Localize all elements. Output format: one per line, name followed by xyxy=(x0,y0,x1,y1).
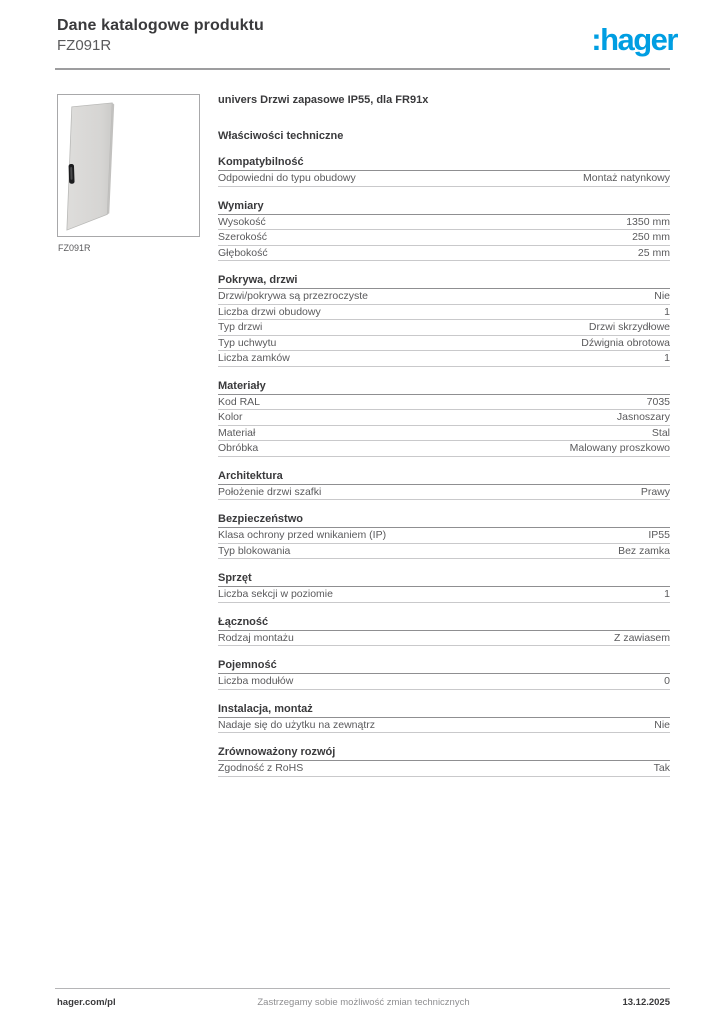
spec-row xyxy=(218,230,670,246)
spec-row xyxy=(218,528,670,544)
spec-value: IP55 xyxy=(648,529,670,541)
spec-row xyxy=(218,426,670,442)
spec-row xyxy=(218,631,670,647)
spec-label: Typ drzwi xyxy=(218,321,263,333)
spec-row xyxy=(218,336,670,352)
spec-label: Typ blokowania xyxy=(218,544,291,557)
spec-label: Liczba zamków xyxy=(218,352,290,364)
spec-section xyxy=(218,572,670,603)
footer-divider xyxy=(55,988,670,989)
door-illustration xyxy=(58,95,199,236)
spec-value: Stal xyxy=(651,426,670,439)
section-heading: Łączność xyxy=(218,616,670,631)
document-title: Dane katalogowe produktu xyxy=(57,17,264,34)
spec-section xyxy=(218,200,670,262)
spec-section xyxy=(218,659,670,690)
spec-row xyxy=(218,351,670,367)
spec-row xyxy=(218,587,670,603)
spec-value: Tak xyxy=(653,762,670,774)
spec-row xyxy=(218,761,670,777)
spec-section xyxy=(218,746,670,777)
footer-date: 13.12.2025 xyxy=(622,997,670,1008)
spec-section xyxy=(218,513,670,559)
spec-row xyxy=(218,441,670,457)
spec-label: Liczba drzwi obudowy xyxy=(218,305,321,318)
section-heading: Kompatybilność xyxy=(218,156,670,171)
spec-value: Montaż natynkowy xyxy=(583,172,670,184)
spec-value: Nie xyxy=(654,718,670,731)
section-heading: Instalacja, montaż xyxy=(218,703,670,718)
spec-label: Drzwi/pokrywa są przezroczyste xyxy=(218,290,368,302)
spec-value: 7035 xyxy=(646,395,670,408)
spec-label: Obróbka xyxy=(218,442,259,454)
spec-label: Kod RAL xyxy=(218,395,261,408)
spec-row xyxy=(218,410,670,426)
spec-value: 25 mm xyxy=(637,246,670,259)
spec-value: 1350 mm xyxy=(626,215,670,228)
spec-value: Nie xyxy=(654,290,670,302)
spec-row xyxy=(218,305,670,321)
spec-section xyxy=(218,156,670,187)
section-heading: Pokrywa, drzwi xyxy=(218,274,670,289)
spec-row xyxy=(218,320,670,336)
spec-row xyxy=(218,171,670,187)
spec-section xyxy=(218,703,670,734)
spec-label: Głębokość xyxy=(218,246,268,259)
section-heading: Wymiary xyxy=(218,200,670,215)
header-divider xyxy=(55,68,670,70)
spec-section xyxy=(218,470,670,501)
spec-value: 1 xyxy=(664,305,670,318)
spec-label: Położenie drzwi szafki xyxy=(218,485,322,498)
spec-row xyxy=(218,289,670,305)
spec-value: Malowany proszkowo xyxy=(569,442,670,454)
spec-value: 1 xyxy=(664,588,670,600)
spec-label: Odpowiedni do typu obudowy xyxy=(218,172,356,184)
footer-disclaimer: Zastrzegamy sobie możliwość zmian technicznych xyxy=(257,997,470,1008)
spec-label: Materiał xyxy=(218,426,256,439)
spec-label: Zgodność z RoHS xyxy=(218,762,304,774)
section-heading: Architektura xyxy=(218,470,670,485)
spec-value: Bez zamka xyxy=(618,544,670,557)
spec-value: 0 xyxy=(664,675,670,687)
spec-label: Liczba sekcji w poziomie xyxy=(218,588,333,600)
spec-row xyxy=(218,395,670,411)
hager-logo: :hager xyxy=(591,22,677,57)
product-title: univers Drzwi zapasowe IP55, dla FR91x xyxy=(218,94,429,106)
spec-value: Prawy xyxy=(640,485,670,498)
product-image xyxy=(57,94,200,237)
product-reference-code: FZ091R xyxy=(57,37,112,54)
spec-section xyxy=(218,616,670,647)
spec-label: Typ uchwytu xyxy=(218,336,277,349)
spec-value: 1 xyxy=(664,352,670,364)
spec-row xyxy=(218,246,670,262)
page-header xyxy=(57,17,264,54)
spec-row xyxy=(218,544,670,560)
spec-sections-container xyxy=(218,156,670,777)
hager-website-link[interactable]: hager.com/pl xyxy=(57,997,116,1008)
section-heading: Materiały xyxy=(218,380,670,395)
spec-label: Szerokość xyxy=(218,231,268,243)
page-footer xyxy=(57,997,670,1008)
spec-row xyxy=(218,718,670,734)
section-heading: Bezpieczeństwo xyxy=(218,513,670,528)
spec-section xyxy=(218,380,670,457)
spec-label: Kolor xyxy=(218,411,243,423)
spec-value: 250 mm xyxy=(632,231,670,243)
product-image-caption: FZ091R xyxy=(58,243,91,253)
section-heading: Sprzęt xyxy=(218,572,670,587)
specifications-column xyxy=(218,94,670,777)
spec-row xyxy=(218,215,670,231)
spec-value: Drzwi skrzydłowe xyxy=(588,321,670,333)
spec-section xyxy=(218,274,670,367)
spec-row xyxy=(218,674,670,690)
spec-label: Liczba modułów xyxy=(218,675,294,687)
spec-label: Wysokość xyxy=(218,215,266,228)
section-heading: Pojemność xyxy=(218,659,670,674)
spec-label: Rodzaj montażu xyxy=(218,631,294,644)
spec-value: Z zawiasem xyxy=(613,631,670,644)
spec-row xyxy=(218,485,670,501)
spec-value: Dźwignia obrotowa xyxy=(581,336,670,349)
spec-label: Nadaje się do użytku na zewnątrz xyxy=(218,718,376,731)
section-heading: Zrównoważony rozwój xyxy=(218,746,670,761)
spec-value: Jasnoszary xyxy=(616,411,670,423)
spec-label: Klasa ochrony przed wnikaniem (IP) xyxy=(218,529,387,541)
technical-properties-heading: Właściwości techniczne xyxy=(218,130,344,142)
